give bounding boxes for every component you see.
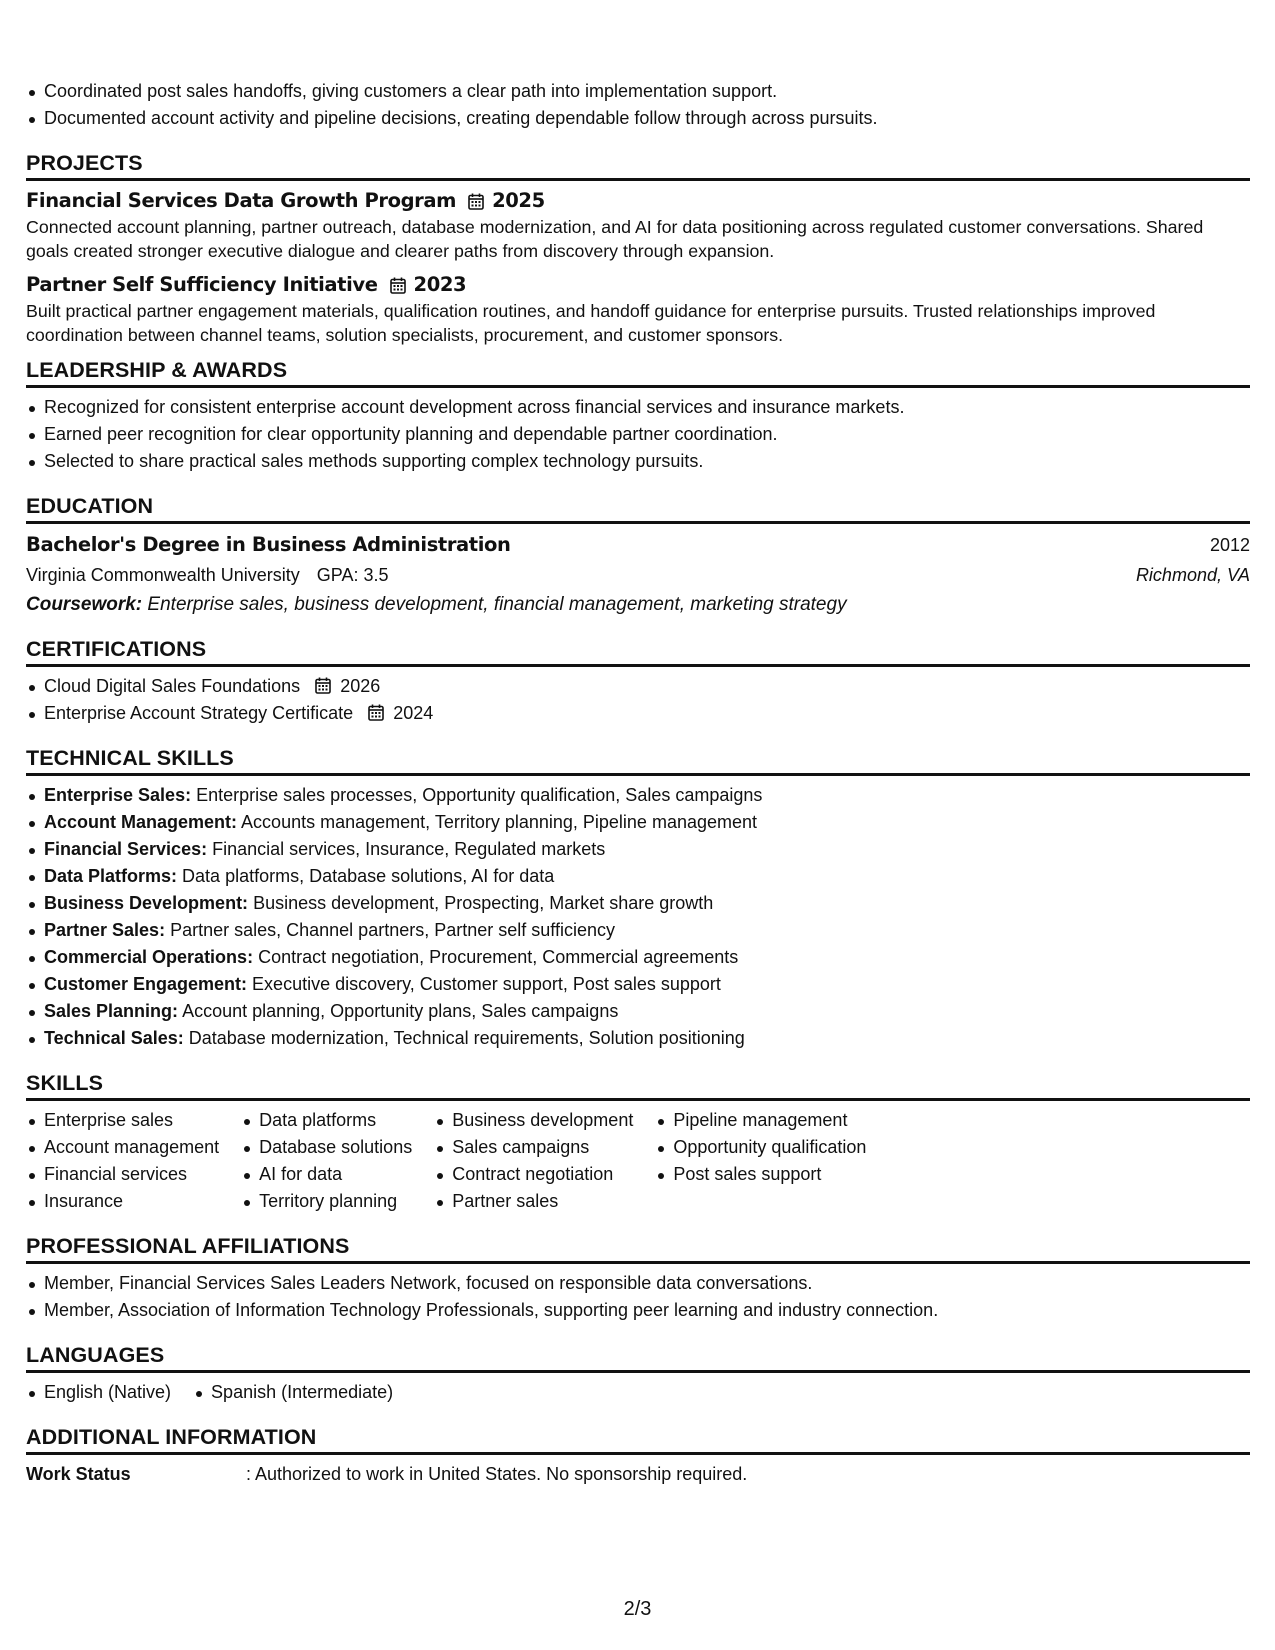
skills-column [26, 1107, 219, 1215]
list-item: English (Native) [26, 1379, 171, 1406]
project-item [26, 187, 1250, 263]
list-item: AI for data [241, 1161, 412, 1188]
projects-section [26, 150, 1250, 347]
list-item: Territory planning [241, 1188, 412, 1215]
school-location: Richmond, VA [1135, 565, 1250, 585]
graduation-year: 2012 [1209, 535, 1250, 555]
languages-section [26, 1342, 1250, 1406]
list-item [26, 809, 1250, 836]
list-item: Insurance [26, 1188, 219, 1215]
experience-bullets [26, 78, 1250, 132]
skills-section [26, 1070, 1250, 1215]
list-item [26, 944, 1250, 971]
skill-values: Data platforms, Database solutions, AI for data [182, 866, 555, 886]
info-value: : Authorized to work in United States. No sponsorship required. [246, 1464, 748, 1484]
page-number: 2/3 [623, 1598, 652, 1620]
certifications-section [26, 636, 1250, 727]
additional-info-section [26, 1424, 1250, 1488]
list-item: Opportunity qualification [655, 1134, 866, 1161]
section-heading: LEADERSHIP & AWARDS [26, 357, 1250, 388]
list-item [26, 836, 1250, 863]
affiliations-section [26, 1233, 1250, 1324]
list-item: Selected to share practical sales methods supporting complex technology pursuits. [26, 448, 1250, 475]
degree-title: Bachelor's Degree in Business Administration [26, 533, 511, 556]
certification-name: Cloud Digital Sales Foundations [44, 676, 301, 696]
skills-column [434, 1107, 633, 1215]
technical-skills-section [26, 745, 1250, 1052]
resume-page [26, 78, 1250, 1488]
skill-category: Commercial Operations: [44, 947, 254, 967]
list-item: Spanish (Intermediate) [193, 1379, 393, 1406]
list-item: Business development [434, 1107, 633, 1134]
coursework-label: Coursework: [26, 594, 143, 615]
skill-values: Financial services, Insurance, Regulated markets [212, 839, 606, 859]
list-item [26, 700, 1250, 727]
coursework [26, 590, 1250, 620]
skill-values: Database modernization, Technical requirements, Solution positioning [188, 1028, 745, 1048]
education-section [26, 493, 1250, 620]
calendar-icon [468, 193, 484, 210]
section-heading: SKILLS [26, 1070, 1250, 1101]
skill-values: Contract negotiation, Procurement, Commercial agreements [258, 947, 739, 967]
calendar-icon [390, 277, 406, 294]
skill-values: Account planning, Opportunity plans, Sales campaigns [182, 1001, 619, 1021]
leadership-section [26, 357, 1250, 475]
skills-column [655, 1107, 866, 1215]
skills-grid [26, 1107, 1250, 1215]
list-item [26, 890, 1250, 917]
project-item [26, 271, 1250, 347]
list-item: Earned peer recognition for clear opportunity planning and dependable partner coordination. [26, 421, 1250, 448]
certification-year: 2024 [393, 703, 434, 723]
skill-values: Executive discovery, Customer support, Post sales support [252, 974, 721, 994]
list-item: Documented account activity and pipeline decisions, creating dependable follow through across pursuits. [26, 105, 1250, 132]
project-title: Partner Self Sufficiency Initiative [26, 273, 378, 296]
certification-year: 2026 [340, 676, 381, 696]
list-item [26, 673, 1250, 700]
list-item: Enterprise sales [26, 1107, 219, 1134]
skill-values: Enterprise sales processes, Opportunity qualification, Sales campaigns [196, 785, 763, 805]
project-title: Financial Services Data Growth Program [26, 189, 457, 212]
project-year: 2025 [492, 189, 545, 212]
skill-category: Customer Engagement: [44, 974, 248, 994]
list-item [26, 1025, 1250, 1052]
skill-values: Business development, Prospecting, Market share growth [253, 893, 714, 913]
list-item [26, 782, 1250, 809]
info-label: Work Status [26, 1464, 131, 1484]
section-heading: PROFESSIONAL AFFILIATIONS [26, 1233, 1250, 1264]
section-heading: TECHNICAL SKILLS [26, 745, 1250, 776]
skill-category: Sales Planning: [44, 1001, 179, 1021]
skill-category: Account Management: [44, 812, 238, 832]
section-heading: PROJECTS [26, 150, 1250, 181]
list-item [26, 998, 1250, 1025]
project-year: 2023 [413, 273, 467, 296]
certification-name: Enterprise Account Strategy Certificate [44, 703, 354, 723]
list-item: Member, Association of Information Technology Professionals, supporting peer learning and industry connection. [26, 1297, 1250, 1324]
skill-category: Financial Services: [44, 839, 208, 859]
list-item: Pipeline management [655, 1107, 866, 1134]
project-description: Connected account planning, partner outreach, database modernization, and AI for data positioning across regulated customer conversations. Shared goals created stronger executive dialogue and clearer paths from discovery through expansion. [26, 217, 1204, 261]
calendar-icon [368, 704, 384, 721]
list-item: Sales campaigns [434, 1134, 633, 1161]
list-item: Coordinated post sales handoffs, giving customers a clear path into implementation support. [26, 78, 1250, 105]
gpa: GPA: 3.5 [316, 565, 389, 585]
calendar-icon [315, 677, 331, 694]
list-item [26, 971, 1250, 998]
list-item: Partner sales [434, 1188, 633, 1215]
list-item: Account management [26, 1134, 219, 1161]
list-item: Data platforms [241, 1107, 412, 1134]
skill-category: Data Platforms: [44, 866, 178, 886]
skill-category: Partner Sales: [44, 920, 166, 940]
skill-values: Accounts management, Territory planning, Pipeline management [241, 812, 758, 832]
section-heading: LANGUAGES [26, 1342, 1250, 1373]
list-item: Member, Financial Services Sales Leaders Network, focused on responsible data conversations. [26, 1270, 1250, 1297]
section-heading: EDUCATION [26, 493, 1250, 524]
list-item: Recognized for consistent enterprise account development across financial services and insurance markets. [26, 394, 1250, 421]
list-item: Post sales support [655, 1161, 866, 1188]
section-heading: ADDITIONAL INFORMATION [26, 1424, 1250, 1455]
section-heading: CERTIFICATIONS [26, 636, 1250, 667]
list-item [26, 917, 1250, 944]
coursework-text: Enterprise sales, business development, financial management, marketing strategy [147, 594, 847, 615]
skill-values: Partner sales, Channel partners, Partner self sufficiency [170, 920, 615, 940]
project-description: Built practical partner engagement materials, qualification routines, and handoff guidance for enterprise pursuits. Trusted relationships improved coordination between channel teams, solution specialists, procurement, and customer sponsors. [26, 301, 1156, 345]
skill-category: Enterprise Sales: [44, 785, 192, 805]
skill-category: Business Development: [44, 893, 249, 913]
school-name: Virginia Commonwealth University [26, 565, 300, 585]
list-item: Contract negotiation [434, 1161, 633, 1188]
list-item [26, 863, 1250, 890]
skill-category: Technical Sales: [44, 1028, 184, 1048]
list-item: Database solutions [241, 1134, 412, 1161]
list-item: Financial services [26, 1161, 219, 1188]
skills-column [241, 1107, 412, 1215]
